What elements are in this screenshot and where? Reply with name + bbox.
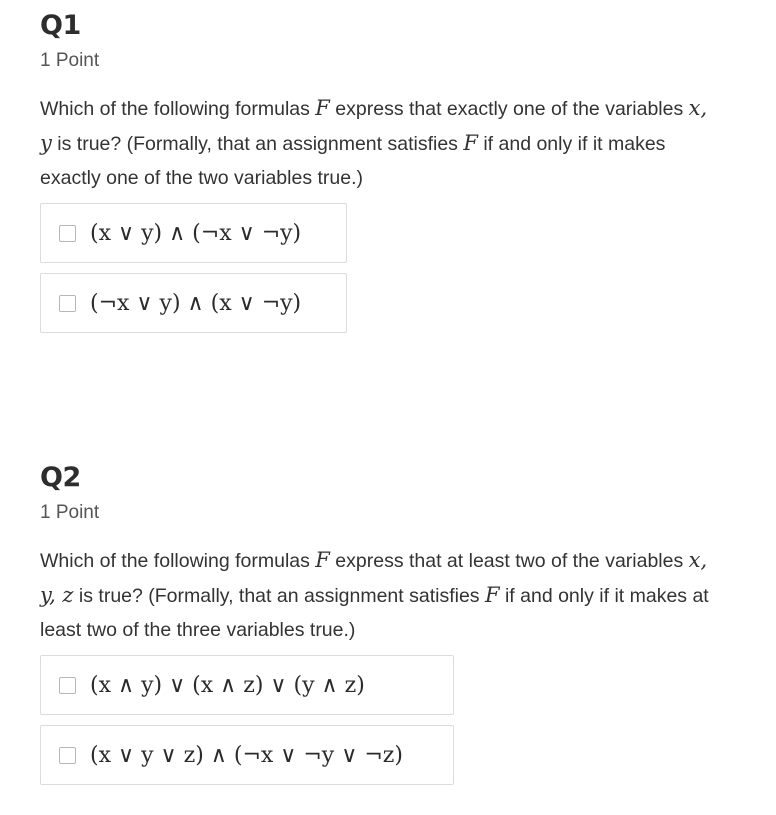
answer-option[interactable] (40, 203, 347, 263)
prompt-text: express that at least two of the variables (329, 550, 689, 572)
answer-option[interactable] (40, 273, 347, 333)
option-formula: (x ∨ y) ∧ (¬x ∨ ¬y) (90, 220, 302, 246)
checkbox[interactable] (59, 295, 76, 312)
math-formula-f: F (463, 131, 478, 155)
answer-options (40, 203, 776, 333)
math-formula-f: F (484, 583, 500, 607)
answer-options (40, 655, 776, 785)
question-prompt (40, 91, 720, 195)
checkbox[interactable] (59, 677, 76, 694)
question-title: Q1 (40, 10, 81, 41)
math-formula-f: F (315, 96, 330, 120)
prompt-text: Which of the following formulas (40, 550, 316, 572)
option-formula: (¬x ∨ y) ∧ (x ∨ ¬y) (90, 290, 302, 316)
prompt-text: express that exactly one of the variables (329, 98, 689, 120)
math-formula-f: F (315, 548, 330, 572)
checkbox[interactable] (59, 747, 76, 764)
checkbox[interactable] (59, 225, 76, 242)
question-points: 1 Point (40, 502, 100, 523)
math-variables: x, y (40, 96, 708, 155)
prompt-text: if and only if it makes exactly one of the two variables true.) (40, 133, 666, 189)
answer-option[interactable] (40, 655, 454, 715)
question-q1 (40, 8, 776, 343)
question-prompt (40, 543, 720, 647)
prompt-text: if and only if it makes at least two of the three variables true.) (40, 585, 709, 641)
question-q2 (40, 460, 776, 795)
option-formula: (x ∧ y) ∨ (x ∧ z) ∨ (y ∧ z) (90, 672, 365, 698)
answer-option[interactable] (40, 725, 454, 785)
math-variables: x, y, z (40, 548, 708, 607)
question-points: 1 Point (40, 50, 100, 71)
option-formula: (x ∨ y ∨ z) ∧ (¬x ∨ ¬y ∨ ¬z) (90, 742, 403, 768)
prompt-text: is true? (Formally, that an assignment satisfies (73, 585, 485, 607)
prompt-text: is true? (Formally, that an assignment satisfies (51, 133, 464, 155)
prompt-text: Which of the following formulas (40, 98, 316, 120)
question-title: Q2 (40, 462, 81, 493)
